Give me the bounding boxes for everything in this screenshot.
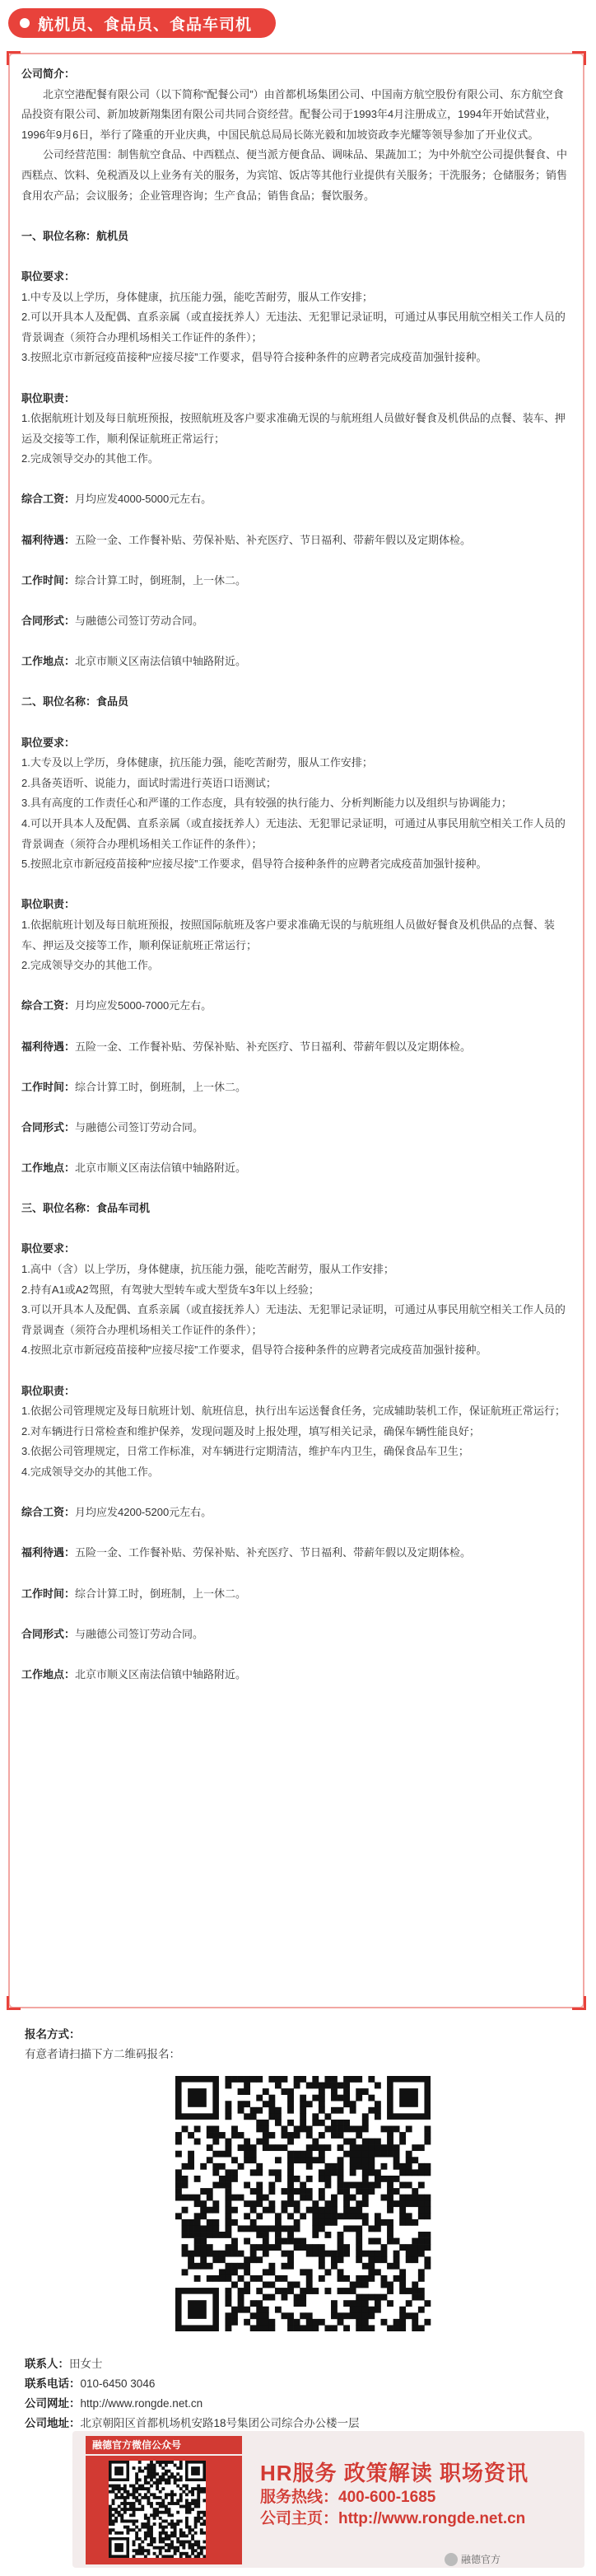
requirement-item: 3.可以开具本人及配偶、直系亲属（或直接抚养人）无违法、无犯罪记录证明，可通过从事民用航空相关工作人员的背景调查（须符合办理机场相关工作证件的条件）； (21, 1303, 566, 1336)
requirements-title: 职位要求： (21, 736, 76, 749)
wechat-watermark: 融德官方 (445, 2552, 501, 2566)
requirement-item: 2.具备英语听、说能力，面试时需进行英语口语测试； (21, 776, 277, 789)
contract-row: 合同形式：与融德公司签订劳动合同。 (21, 615, 204, 628)
contract-row: 合同形式：与融德公司签订劳动合同。 (21, 1120, 204, 1134)
requirements-title: 职位要求： (21, 1242, 76, 1255)
requirement-item: 5.按照北京市新冠疫苗接种“应接尽接”工作要求，倡导符合接种条件的应聘者完成疫苗加强针接种。 (21, 858, 487, 871)
signup-title: 报名方式： (25, 2028, 81, 2041)
requirements-title: 职位要求： (21, 269, 76, 283)
wechat-icon (445, 2553, 458, 2566)
duties-title: 职位职责： (21, 1384, 76, 1397)
job-title: 一、职位名称：航机员 (21, 229, 129, 242)
banner-text (260, 2459, 573, 2530)
duties-title: 职位职责： (21, 898, 76, 911)
signup-section (25, 2025, 584, 2064)
contact-phone-row: 联系电话： 010-6450 3046 (25, 2377, 156, 2390)
duty-item: 1.依据航班计划及每日航班预报，按照航班及客户要求准确无误的与航班组人员做好餐食及机供品的点餐、装车、押运及交接等工作，顺利保证航班正常运行； (21, 412, 566, 445)
welfare-row: 福利待遇：五险一金、工作餐补贴、劳保补贴、补充医疗、节日福利、带薪年假以及定期体检。 (21, 1546, 472, 1559)
job-title: 二、职位名称：食品员 (21, 695, 129, 708)
intro-paragraph: 北京空港配餐有限公司（以下简称“配餐公司”）由首都机场集团公司、中国南方航空股份有限公司、东方航空食品投资有限公司、新加坡新翔集团有限公司共同合资经营。配餐公司于1993年4月注册成立，1994年开始试营业，1996年9月6日，举行了隆重的开业庆典，中国民航总局局长陈光毅和加坡资政李光耀等领导参加了开业仪式。 (21, 87, 564, 141)
requirement-item: 4.按照北京市新冠疫苗接种“应接尽接”工作要求，倡导符合接种条件的应聘者完成疫苗加强针接种。 (21, 1344, 487, 1357)
official-account-qr[interactable] (109, 2461, 206, 2558)
duty-item: 1.依据航班计划及每日航班预报，按照国际航班及客户要求准确无误的与航班组人员做好餐食及机供品的点餐、装车、押运及交接等工作，顺利保证航班正常运行； (21, 918, 555, 951)
worktime-row: 工作时间：综合计算工时，倒班制，上一休二。 (21, 1080, 247, 1093)
scope-paragraph: 公司经营范围：制售航空食品、中西糕点、便当派方便食品、调味品、果蔬加工；为中外航空公司提供餐食、中西糕点、饮料、免税酒及以上业务有关的服务，为宾馆、饭店等其他行业提供有关服务；干洗服务；仓储服务；销售食用农产品；会议服务；企业管理咨询；生产食品；销售食品；餐饮服务。 (21, 148, 568, 202)
contract-row: 合同形式：与融德公司签订劳动合同。 (21, 1627, 204, 1640)
requirement-item: 1.大专及以上学历，身体健康，抗压能力强，能吃苦耐劳，服从工作安排； (21, 756, 373, 769)
location-row: 工作地点：北京市顺义区南法信镇中轴路附近。 (21, 655, 247, 668)
requirement-item: 1.中专及以上学历，身体健康，抗压能力强，能吃苦耐劳，服从工作安排； (21, 290, 373, 303)
duty-item: 2.完成领导交办的其他工作。 (21, 452, 159, 465)
requirement-item: 1.高中（含）以上学历，身体健康，抗压能力强，能吃苦耐劳，服从工作安排； (21, 1263, 394, 1276)
banner-homepage: 公司主页：http://www.rongde.net.cn (260, 2510, 526, 2527)
corner-decoration-icon (7, 1996, 21, 2010)
job-content (21, 64, 573, 1685)
salary-row: 综合工资：月均应发4200-5200元左右。 (21, 1506, 212, 1519)
site-link[interactable]: http://www.rongde.net.cn (80, 2397, 203, 2410)
requirement-item: 2.可以开具本人及配偶、直系亲属（或直接抚养人）无违法、无犯罪记录证明，可通过从事民用航空相关工作人员的背景调查（须符合办理机场相关工作证件的条件）； (21, 311, 566, 344)
official-account-banner (72, 2431, 584, 2568)
welfare-row: 福利待遇：五险一金、工作餐补贴、劳保补贴、补充医疗、节日福利、带薪年假以及定期体检。 (21, 1040, 472, 1053)
header-bar (8, 8, 276, 38)
duty-item: 2.对车辆进行日常检查和维护保养，发现问题及时上报处理，填写相关记录，确保车辆性能良好； (21, 1424, 480, 1438)
salary-row: 综合工资：月均应发5000-7000元左右。 (21, 999, 212, 1012)
intro-title: 公司简介： (21, 68, 76, 80)
duty-item: 4.完成领导交办的其他工作。 (21, 1465, 159, 1478)
qr-code-icon (109, 2461, 206, 2558)
location-row: 工作地点：北京市顺义区南法信镇中轴路附近。 (21, 1162, 247, 1175)
signup-qr-code[interactable] (171, 2076, 435, 2331)
duties-title: 职位职责： (21, 391, 76, 404)
banner-qr-frame (86, 2456, 242, 2564)
welfare-row: 福利待遇：五险一金、工作餐补贴、劳保补贴、补充医疗、节日福利、带薪年假以及定期体检。 (21, 533, 472, 546)
requirement-item: 2.持有A1或A2驾照，有驾驶大型转车或大型货车3年以上经验； (21, 1283, 319, 1296)
corner-decoration-icon (7, 51, 21, 65)
duty-item: 1.依据公司管理规定及每日航班计划、航班信息，执行出车运送餐食任务，完成辅助装机工作，保证航班正常运行； (21, 1405, 566, 1418)
requirement-item: 3.按照北京市新冠疫苗接种“应接尽接”工作要求，倡导符合接种条件的应聘者完成疫苗加强针接种。 (21, 351, 487, 364)
contact-address-row: 公司地址： 北京朝阳区首都机场机安路18号集团公司综合办公楼一层 (25, 2417, 360, 2429)
salary-row: 综合工资：月均应发4000-5000元左右。 (21, 493, 212, 506)
qr-code-icon (171, 2076, 435, 2331)
duty-item: 2.完成领导交办的其他工作。 (21, 959, 159, 972)
job-title: 三、职位名称：食品车司机 (21, 1202, 151, 1215)
corner-decoration-icon (572, 51, 586, 65)
contact-site-row: 公司网址： http://www.rongde.net.cn (25, 2394, 584, 2414)
worktime-row: 工作时间：综合计算工时，倒班制，上一休二。 (21, 573, 247, 587)
corner-decoration-icon (572, 1996, 586, 2010)
requirement-item: 4.可以开具本人及配偶、直系亲属（或直接抚养人）无违法、无犯罪记录证明，可通过从事民用航空相关工作人员的背景调查（须符合办理机场相关工作证件的条件）； (21, 816, 566, 850)
bullet-dot-icon (20, 18, 30, 28)
job-card (8, 53, 584, 2008)
banner-tag: 融德官方微信公众号 (86, 2436, 242, 2454)
contact-person-row: 联系人： 田女士 (25, 2358, 103, 2370)
requirement-item: 3.具有高度的工作责任心和严谨的工作态度，具有较强的执行能力、分析判断能力以及组织与协调能力； (21, 797, 512, 810)
worktime-row: 工作时间：综合计算工时，倒班制，上一休二。 (21, 1587, 247, 1600)
banner-hotline: 服务热线：400-600-1685 (260, 2489, 436, 2506)
page-title: 航机员、食品员、食品车司机 (38, 16, 253, 34)
location-row: 工作地点：北京市顺义区南法信镇中轴路附近。 (21, 1667, 247, 1681)
contact-section (25, 2354, 584, 2433)
signup-hint: 有意者请扫描下方二维码报名： (25, 2048, 180, 2060)
banner-slogan: HR服务 政策解读 职场资讯 (260, 2461, 529, 2485)
duty-item: 3.依据公司管理规定，日常工作标准，对车辆进行定期清洁，维护车内卫生，确保食品车卫生； (21, 1445, 469, 1458)
